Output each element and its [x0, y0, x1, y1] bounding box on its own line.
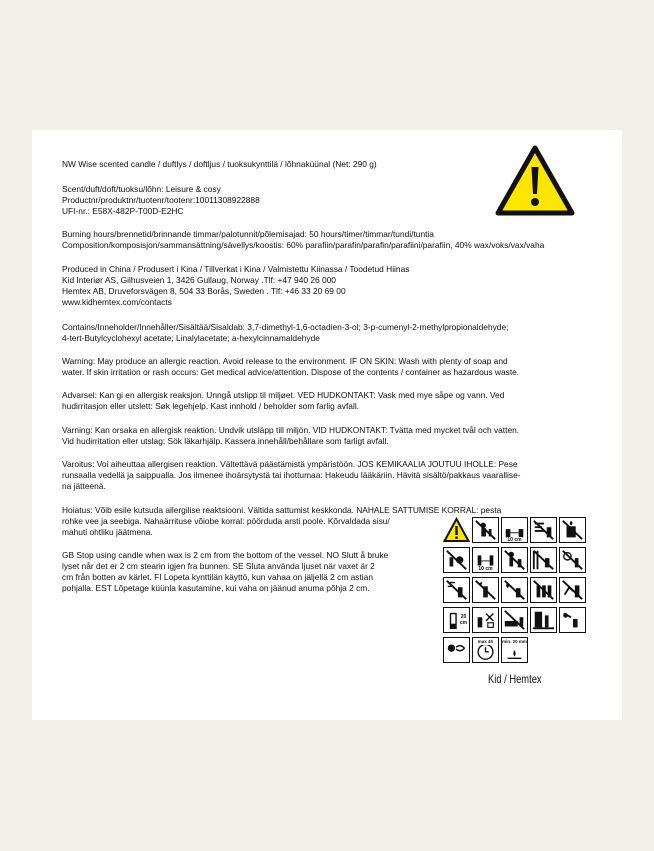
heat-resistant-surface-icon [530, 607, 557, 633]
small-warning-icon [443, 517, 470, 543]
website: www.kidhemtex.com/contacts [62, 297, 172, 307]
candle-distance-icon [501, 517, 528, 543]
max-burn-time-icon [472, 637, 499, 663]
warning-en-2: water. If skin irritation or rash occurs: Get medical advice/attention. Dispose of the contents / container as hazardous waste. [62, 367, 520, 377]
contains-line-2: 4-tert-Butylcyclohexyl acetate; Linalylacetate; a-hexylcinnamaldehyde [62, 333, 320, 343]
warning-en-1: Warning: May produce an allergic reaction. Avoid release to the environment. IF ON SKIN: Wash with plenty of soap and [62, 356, 508, 366]
no-draft-icon [530, 517, 557, 543]
warning-se-2: Vid hudirritation eller utslag: Sök läkarhjälp. Kassera innehåll/behållare som farligt avfall. [62, 436, 389, 446]
brand-logo: Kid / Hemtex [488, 672, 542, 686]
warning-no-2: hudirritasjon eller utslett: Søk legehjelp. Kast innhold / beholder som farlig avfall. [62, 401, 360, 411]
no-sleep-icon [501, 607, 528, 633]
no-unattended-icon [501, 547, 528, 573]
scent-line: Scent/duft/doft/tuoksu/lõhn: Leisure & cosy [62, 184, 221, 194]
warning-se-1: Varning: Kan orsaka en allergisk reaktion. Undvik utsläpp till miljön. VID HUDKONTAKT: Tvätta med mycket tvål och vatten. [62, 425, 520, 435]
hemtex-address: Hemtex AB, Druveforsvägen 8, 504 33 Borås, Sweden . Tlf: +46 33 20 69 00 [62, 286, 346, 296]
icon-label-20cm: 20 cm [459, 614, 468, 626]
no-touch-icon [559, 577, 586, 603]
kid-address: Kid Interiør AS, Gilhusveien 1, 3426 Gullaug, Norway .Tlf: +47 940 26 000 [62, 275, 336, 285]
usage-line-4: pohjalla. EST Lõpetage küünla kasutamine, kui vaha on jäänud anuma põhja 2 cm. [62, 583, 370, 593]
icon-label-min20: min. 20 mm [502, 639, 527, 644]
stop-at-2cm-icon [443, 607, 470, 633]
no-pets-icon [443, 547, 470, 573]
warning-est-3: mahuti ohtliku jäätmena. [62, 527, 153, 537]
usage-line-3: cm från botten av kärlet. FI Lopeta kynttilän käyttö, kun vahaa on jäljellä 2 cm astian [62, 572, 373, 582]
product-number: Productnr/produktnr/tuotenr/tootenr:10011308922888 [62, 195, 260, 205]
no-children-icon [472, 517, 499, 543]
no-curtains-icon [530, 547, 557, 573]
warning-est-1: Hoiatus: Võib esile kutsuda allergilise reaktsiooni. Vältida sattumist keskkonda. NAHALE SATTUMISE KORRAL: pesta [62, 505, 502, 515]
burning-hours: Burning hours/brennetid/brinnande timmar/palotunnit/põlemisajad: 50 hours/timer/timmar/tundi/tuntia [62, 229, 434, 239]
no-move-lit-icon [472, 577, 499, 603]
ufi-number: UFI-nr.: E58X-482P-T00D-E2HC [62, 206, 184, 216]
produced-in: Produced in China / Produsert i Kina / Tillverkat i Kina / Valmistettu Kiinassa / Toodetud Hiinas [62, 264, 410, 274]
composition: Composition/komposisjon/sammansättning/sävellys/koostis: 60% parafiin/parafin/parafin/parafiini/parafiin, 40% wax/voks/vax/vaha [62, 240, 545, 250]
no-heat-icon [559, 547, 586, 573]
hazard-warning-icon [495, 145, 575, 217]
icon-label-10cm-2: 10 cm [478, 565, 493, 572]
icon-label-10cm: 10 cm [507, 536, 522, 543]
no-water-extinguish-icon [501, 577, 528, 603]
no-wind-icon [443, 577, 470, 603]
warning-fi-1: Varoitus: Voi aiheuttaa allergisen reaktion. Vältettävä päästämistä ympäristöön. JOS KEMIKAALIA JOUTUU IHOLLE: Pese [62, 459, 518, 469]
usage-line-1: GB Stop using candle when wax is 2 cm from the bottom of the vessel. NO Slutt å bruke [62, 550, 389, 560]
no-flammable-icon [559, 517, 586, 543]
trim-wick-icon [472, 607, 499, 633]
contains-line-1: Contains/Inneholder/Innehåller/Sisältää/Sisaldab: 3,7-dimethyl-1,6-octadien-3-ol; 3-p-cumenyl-2-methylpropionaldehyde; [62, 322, 509, 332]
warning-no-1: Advarsel: Kan gi en allergisk reaksjon. Unngå utslipp til miljøet. VED HUDKONTAKT: Vask med mye såpe og vann. Ved [62, 390, 505, 400]
product-title: NW Wise scented candle / duftlys / doftljus / tuoksukynttilä / lõhnaküünal (Net: 290 g) [62, 159, 377, 169]
no-inhale-icon [443, 637, 470, 663]
usage-line-2: lyset når det er 2 cm stearin igjen fra bunnen. SE Sluta använda ljuset när vaxet är 2 [62, 561, 375, 571]
warning-fi-2: runsaalla vedellä ja saippualla. Jos ilmenee ihoärsytystä tai ihottumaa: Hakeudu lääkäriin. Hävitä sisältö/pakkaus vaarallise- [62, 470, 521, 480]
safety-pictograms [443, 517, 593, 667]
warning-fi-3: na jätteenä. [62, 481, 106, 491]
candle-spacing-icon [472, 547, 499, 573]
warning-est-2: rohke vee ja seebiga. Nahaärrituse võiobe korral: pöörduda arsti poole. Kõrvaldada sisu/ [62, 516, 390, 526]
icon-label-max4h: max 4h [473, 639, 498, 645]
extinguish-icon [559, 607, 586, 633]
no-stacking-icon [530, 577, 557, 603]
min-wick-icon [501, 637, 528, 663]
